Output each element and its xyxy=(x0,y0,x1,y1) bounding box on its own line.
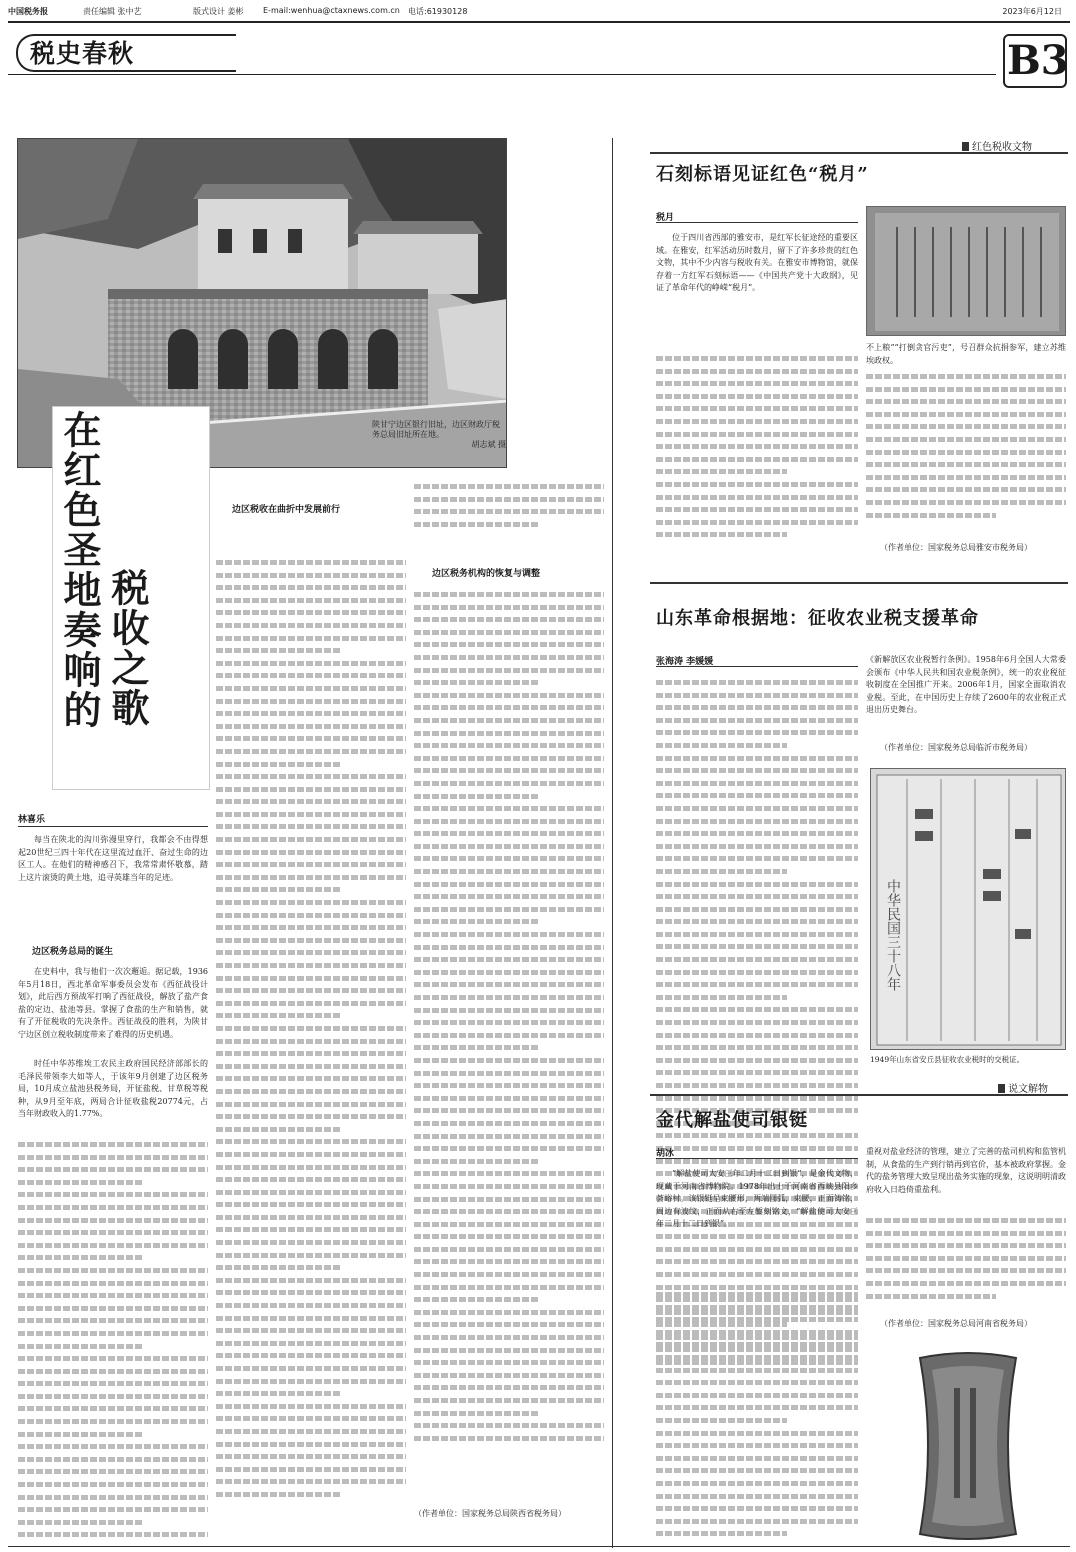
page-number: B3 xyxy=(1007,37,1069,84)
shandong-article-author: 张海涛 李媛媛 xyxy=(656,657,714,667)
jin-article-lead: “解盐使司大安三年二月十二日到银”，是金代文物，现藏于河南省博物院。1978年出土于河南省西峡县阳乡荟峪村。该银铤呈束腰形，两端圆弧，束腰，正面铸铭，周边有波纹，正面从右至左錾刻铭文，“解盐使司大安三年二月十二日到银”。 xyxy=(656,1169,858,1229)
main-column-2-text xyxy=(216,556,406,1546)
main-headline-line1: 在红色圣地奏响的 xyxy=(57,410,102,730)
stone-article-text-right xyxy=(866,370,1066,534)
jin-article-text-right xyxy=(866,1214,1066,1314)
jin-byline-rule xyxy=(656,1158,858,1159)
receipt-date-label: 中华民国三十八年 xyxy=(885,879,901,991)
masthead xyxy=(8,6,1068,20)
main-sign-off: （作者单位：国家税务总局陕西省税务局） xyxy=(414,1509,566,1518)
main-column-1-continued-text xyxy=(18,1138,208,1542)
jin-article-author: 胡冰 xyxy=(656,1149,675,1159)
section-rule xyxy=(8,74,996,75)
main-headline-line2: 税收之歌 xyxy=(105,568,150,728)
shandong-article-closing: 《新解放区农业税暂行条例》。1958年6月全国人大常委会颁布《中华人民共和国农业税条例》，统一的农业税征收制度在全国推广开来。2006年1月，国家全面取消农业税。至此，在中国历史上存续了2600年的农业税正式退出历史舞台。 xyxy=(866,655,1066,715)
section-title: 税史春秋 xyxy=(30,39,135,68)
tax-receipt-photo xyxy=(870,768,1066,1050)
stone-article-title: 石刻标语见证红色“税月” xyxy=(656,164,869,185)
shandong-byline-rule xyxy=(656,666,858,667)
designer-credit: 版式设计 姜彬 xyxy=(193,7,244,16)
stone-article-bottom-rule xyxy=(650,582,1068,584)
jin-article-text-left xyxy=(656,1288,858,1544)
stone-article-text-left xyxy=(656,352,858,550)
stone-article-author: 税月 xyxy=(656,213,675,223)
shandong-article-title: 山东革命根据地：征收农业税支援革命 xyxy=(656,608,979,629)
stone-article-tag: 红色税收文物 xyxy=(962,138,1032,153)
stone-inscription-photo xyxy=(866,206,1066,336)
main-column-3-top-text xyxy=(414,480,604,560)
jin-article-tag: 说文解物 xyxy=(998,1080,1048,1095)
byline-rule xyxy=(18,826,208,827)
editor-credit: 责任编辑 张中艺 xyxy=(83,7,142,16)
tax-receipt-caption: 1949年山东省安丘县征收农业税时的交税证。 xyxy=(870,1055,1025,1064)
main-author: 林喜乐 xyxy=(18,815,46,825)
photo-caption xyxy=(372,420,506,450)
section-heading-3: 边区税务机构的恢复与调整 xyxy=(432,569,541,579)
main-column-3-text xyxy=(414,588,604,1500)
section-heading-2: 边区税收在曲折中发展前行 xyxy=(232,505,341,515)
main-intro: 每当在陕北的沟川弥漫里穿行，我都会不由得想起20世纪三四十年代在这里流过血汗、奋过生命的边区工人。在他们的精神感召下，我常常肃怀敬慕，踏上这片滚烫的黄土地，追寻英雄当年的足迹。 xyxy=(18,835,208,882)
photo-credit: 胡志斌 摄 xyxy=(471,440,506,449)
section-heading-1: 边区税务总局的诞生 xyxy=(32,947,114,957)
jin-article-title: 金代解盐使司银铤 xyxy=(656,1110,808,1131)
jin-tag-rule xyxy=(650,1094,1068,1096)
main-paragraph-2: 时任中华苏维埃工农民主政府国民经济部部长的毛泽民带领李大如等人，于该年9月创建了边区税务局，10月成立盐池县税务局，开征盐税、甘草税等税种，从9月至年底，两局合计征收盐税20774元，占当年财政收入的1.77%。 xyxy=(18,1059,208,1119)
stone-tag-rule xyxy=(650,152,1068,154)
email-address[interactable]: E-mail:wenhua@ctaxnews.com.cn xyxy=(263,6,400,15)
stone-byline-rule xyxy=(656,222,858,223)
stone-article-lead: 位于四川省西部的雅安市，是红军长征途经的重要区域。在雅安，红军活动历时数月，留下了许多珍贵的红色文物，其中不少内容与税收有关。在雅安市博物馆，就保存着一方红军石刻标语——《中国共产党十大政纲》，见证了革命年代的峥嵘“税月”。 xyxy=(656,233,858,293)
paper-name: 中国税务报 xyxy=(8,7,48,16)
phone-number: 电话:61930128 xyxy=(408,7,468,16)
page-bottom-rule xyxy=(8,1546,1070,1547)
silver-ingot-image xyxy=(870,1348,1066,1544)
masthead-rule xyxy=(8,21,1070,23)
stone-inscription-image xyxy=(867,207,1066,336)
tax-receipt-image xyxy=(871,769,1066,1050)
main-paragraph-1: 在史料中，我与他们一次次邂逅。据记载，1936年5月18日，西北革命军事委员会发布《西征战役计划》，此后西方预战军打响了西征战役，解放了盐产食盐的定边、盐池等县。掌握了食盐的生产和销售，就有了开征税收的先决条件。西征战役的胜利，为陕甘宁边区创立税收制度带来了难得的历史机遇。 xyxy=(18,967,208,1039)
column-divider xyxy=(612,138,613,1548)
photo-caption-text: 陕甘宁边区银行旧址，边区财政厅税务总局旧址所在地。 xyxy=(372,420,500,439)
silver-ingot-photo xyxy=(870,1348,1066,1544)
stone-sign-off: （作者单位：国家税务总局雅安市税务局） xyxy=(880,543,1032,552)
stone-article-continuation: 不上粮”“打倒贪官污吏”，号召群众抗捐参军，建立苏维埃政权。 xyxy=(866,343,1066,365)
jin-article-right-lead: 重视对盐业经济的管理，建立了完善的盐司机构和监管机制，从食盐的生产到行销再到官价，基本被政府掌握。金代的盐务管理大致呈现出盐务实施的现象，这说明明清政府收入日趋倚重盐利。 xyxy=(866,1147,1066,1194)
shandong-sign-off: （作者单位：国家税务总局临沂市税务局） xyxy=(880,743,1032,752)
jin-sign-off: （作者单位：国家税务总局河南省税务局） xyxy=(880,1319,1032,1328)
issue-date: 2023年6月12日 xyxy=(1002,7,1062,16)
